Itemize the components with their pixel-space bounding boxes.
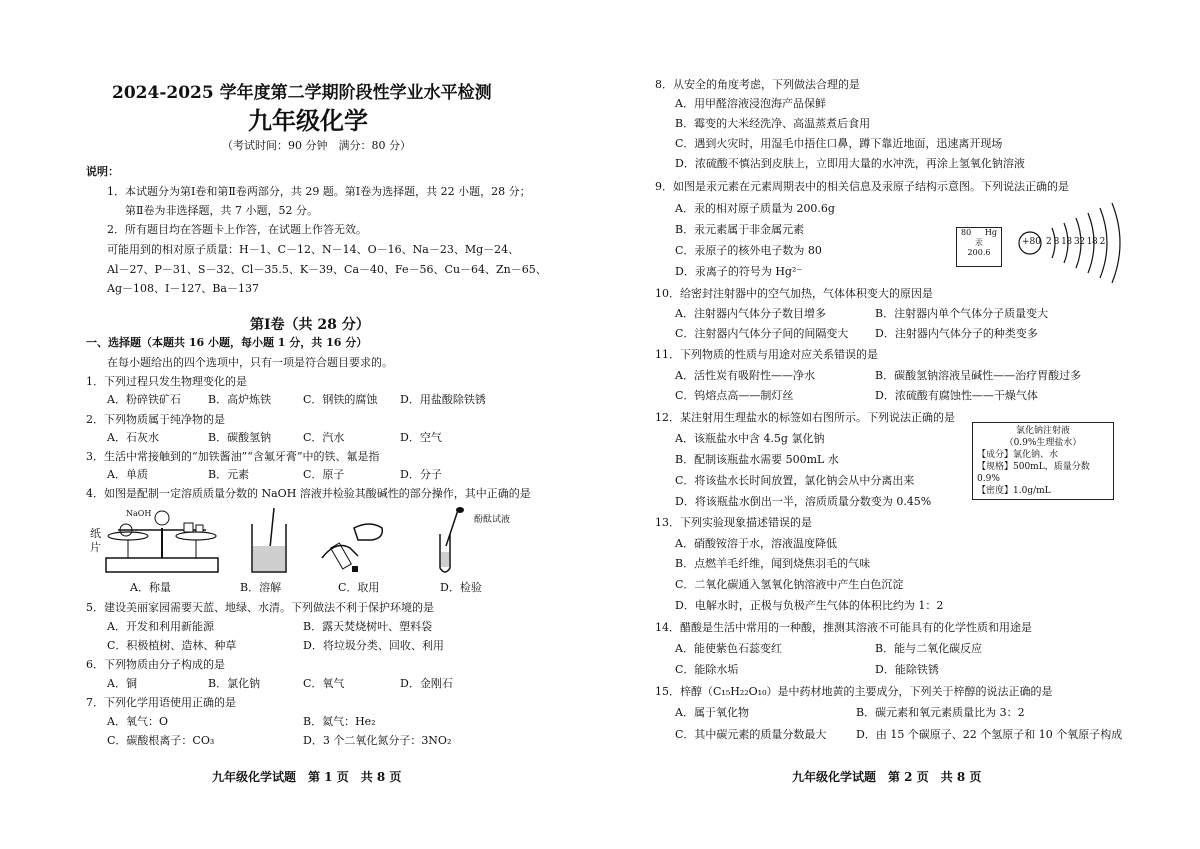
- note-line: 可能用到的相对原子质量：H－1、C－12、N－14、O－16、Na－23、Mg－24、: [107, 243, 520, 256]
- page-footer: 九年级化学试题 第 1 页 共 8 页: [212, 770, 402, 784]
- paper-label-2: 片: [90, 541, 101, 554]
- question-11-option-d: D．浓硫酸有腐蚀性——干燥气体: [875, 389, 1038, 402]
- question-13-stem: 13．下列实验现象描述错误的是: [655, 516, 812, 529]
- question-4-option-b: B．溶解: [240, 581, 282, 594]
- question-4-option-a: A．称量: [130, 581, 171, 594]
- question-3-option-b: B．元素: [208, 468, 250, 481]
- question-2-option-d: D．空气: [400, 431, 442, 444]
- question-9-option-b: B．汞元素属于非金属元素: [675, 223, 805, 236]
- question-9-option-d: D．汞离子的符号为 Hg²⁻: [675, 265, 803, 278]
- question-12-stem: 12．某注射用生理盐水的标签如右图所示。下列说法正确的是: [655, 411, 955, 424]
- question-8-option-c: C．遇到火灾时，用湿毛巾捂住口鼻，蹲下靠近地面，迅速离开现场: [675, 137, 1003, 150]
- beaker-stirring-figure: [244, 506, 294, 578]
- note-line: Al－27、P－31、S－32、Cl－35.5、K－39、Ca－40、Fe－56、Cu－64、Zn－65、: [107, 263, 547, 276]
- question-8-option-d: D．浓硫酸不慎沾到皮肤上，立即用大量的水冲洗，再涂上氢氧化钠溶液: [675, 157, 1025, 170]
- note-line: 第Ⅱ卷为非选择题，共 7 小题，52 分。: [125, 204, 318, 217]
- question-12-option-d: D．将该瓶盐水倒出一半，溶质质量分数变为 0.45%: [675, 495, 932, 508]
- note-line: Ag－108、I－127、Ba－137: [107, 282, 259, 295]
- note-line: 2．所有题目均在答题卡上作答，在试题上作答无效。: [107, 223, 367, 236]
- question-11-stem: 11．下列物质的性质与用途对应关系错误的是: [655, 348, 878, 361]
- question-3-stem: 3．生活中常接触到的“加铁酱油”“含氟牙膏”中的铁、氟是指: [86, 450, 380, 463]
- question-6-stem: 6．下列物质由分子构成的是: [86, 658, 225, 671]
- question-14-stem: 14．醋酸是生活中常用的一种酸，推测其溶液不可能具有的化学性质和用途是: [655, 621, 1032, 634]
- question-11-option-a: A．活性炭有吸附性——净水: [675, 369, 815, 382]
- question-1-option-a: A．粉碎铁矿石: [107, 393, 181, 406]
- question-8-option-a: A．用甲醛溶液浸泡海产品保鲜: [675, 97, 826, 110]
- question-15-option-b: B．碳元素和氧元素质量比为 3：2: [856, 706, 1025, 719]
- question-9-option-c: C．汞原子的核外电子数为 80: [675, 244, 822, 257]
- question-2-stem: 2．下列物质属于纯净物的是: [86, 413, 225, 426]
- question-12-option-a: A．该瓶盐水中含 4.5g 氯化钠: [675, 432, 825, 445]
- question-11-option-b: B．碳酸氢钠溶液呈碱性——治疗胃酸过多: [875, 369, 1082, 382]
- section-title: 第Ⅰ卷（共 28 分）: [250, 317, 370, 333]
- question-13-option-c: C．二氧化碳通入氢氧化钠溶液中产生白色沉淀: [675, 578, 904, 591]
- question-13-option-a: A．硝酸铵溶于水，溶液温度降低: [675, 537, 837, 550]
- question-14-option-c: C．能除水垢: [675, 663, 739, 676]
- question-10-option-b: B．注射器内单个气体分子质量变大: [875, 307, 1049, 320]
- question-7-option-d: D．3 个二氧化氮分子：3NO₂: [303, 734, 452, 747]
- note-line: 1．本试题分为第Ⅰ卷和第Ⅱ卷两部分，共 29 题。第Ⅰ卷为选择题，共 22 小题，28 分；: [107, 185, 531, 198]
- question-5-stem: 5．建设美丽家园需要天蓝、地绿、水清。下列做法不利于保护环境的是: [86, 601, 434, 614]
- question-7-option-b: B．氦气：He₂: [303, 715, 376, 728]
- question-9-stem: 9．如图是汞元素在元素周期表中的相关信息及汞原子结构示意图。下列说法正确的是: [655, 180, 1069, 193]
- exam-info: （考试时间：90 分钟 满分：80 分）: [222, 139, 411, 152]
- question-11-option-c: C．钨熔点高——制灯丝: [675, 389, 794, 402]
- question-1-option-c: C．钢铁的腐蚀: [303, 393, 378, 406]
- question-13-option-d: D．电解水时，正极与负极产生气体的体积比约为 1：2: [675, 599, 944, 612]
- indicator-label: 酚酞试液: [474, 515, 511, 525]
- question-5-option-a: A．开发和利用新能源: [107, 620, 214, 633]
- question-2-option-a: A．石灰水: [107, 431, 159, 444]
- question-12-option-c: C．将该盐水长时间放置，氯化钠会从中分离出来: [675, 474, 915, 487]
- question-1-option-d: D．用盐酸除铁锈: [400, 393, 486, 406]
- question-10-option-c: C．注射器内气体分子间的间隔变大: [675, 327, 849, 340]
- question-4-stem: 4．如图是配制一定溶质质量分数的 NaOH 溶液并检验其酸碱性的部分操作，其中正确的是: [86, 487, 531, 500]
- question-6-option-d: D．金刚石: [400, 677, 453, 690]
- nucleus-charge: +80: [1022, 237, 1041, 247]
- question-6-option-c: C．氧气: [303, 677, 345, 690]
- pouring-figure: [318, 510, 390, 576]
- question-8-option-b: B．霉变的大米经洗净、高温蒸煮后食用: [675, 117, 871, 130]
- part1-heading: 一、选择题（本题共 16 小题，每小题 1 分，共 16 分）: [86, 336, 368, 349]
- question-2-option-b: B．碳酸氢钠: [208, 431, 272, 444]
- exam-page-2: [600, 0, 1200, 849]
- exam-title: 2024-2025 学年度第二学期阶段性学业水平检测: [112, 83, 492, 103]
- question-10-option-a: A．注射器内气体分子数目增多: [675, 307, 826, 320]
- question-6-option-a: A．铜: [107, 677, 137, 690]
- question-7-option-a: A．氧气：O: [107, 715, 168, 728]
- page-footer: 九年级化学试题 第 2 页 共 8 页: [792, 770, 982, 784]
- question-3-option-c: C．原子: [303, 468, 345, 481]
- question-8-stem: 8．从安全的角度考虑，下列做法合理的是: [655, 78, 860, 91]
- question-10-stem: 10．给密封注射器中的空气加热，气体体积变大的原因是: [655, 287, 933, 300]
- question-3-option-d: D．分子: [400, 468, 442, 481]
- notes-heading: 说明：: [86, 165, 119, 178]
- question-2-option-c: C．汽水: [303, 431, 345, 444]
- naoh-label: NaOH: [126, 509, 152, 518]
- question-5-option-c: C．积极植树、造林、种草: [107, 639, 237, 652]
- atomic-mass: 200.6: [967, 248, 991, 257]
- paper-label: 纸: [90, 527, 101, 540]
- question-14-option-b: B．能与二氧化碳反应: [875, 642, 983, 655]
- question-9-option-a: A．汞的相对原子质量为 200.6g: [675, 202, 835, 215]
- question-14-option-a: A．能使紫色石蕊变红: [675, 642, 782, 655]
- question-5-option-b: B．露天焚烧树叶、塑料袋: [303, 620, 433, 633]
- saline-label: [972, 422, 1114, 500]
- question-15-stem: 15．梓醇（C₁₅H₂₂O₁₀）是中药材地黄的主要成分，下列关于梓醇的说法正确的是: [655, 685, 1053, 698]
- question-15-option-a: A．属于氧化物: [675, 706, 749, 719]
- saline-label-title: 氯化钠注射液: [1015, 426, 1070, 436]
- saline-label-density: 【密度】1.0g/mL: [977, 486, 1051, 496]
- question-15-option-c: C．其中碳元素的质量分数最大: [675, 728, 827, 741]
- question-15-option-d: D．由 15 个碳原子、22 个氢原子和 10 个氧原子构成: [856, 728, 1123, 741]
- electron-shells: 2 8 18 32 18 2: [1046, 237, 1105, 247]
- question-5-option-d: D．将垃圾分类、回收、利用: [303, 639, 444, 652]
- balance-scale-figure: [88, 506, 238, 578]
- element-symbol: Hg: [984, 228, 997, 237]
- question-7-option-c: C．碳酸根离子：CO₃: [107, 734, 215, 747]
- question-13-option-b: B．点燃羊毛纤维，闻到烧焦羽毛的气味: [675, 557, 871, 570]
- saline-label-ingredients: 【成分】氯化钠、水: [977, 450, 1059, 460]
- exam-subtitle: 九年级化学: [248, 106, 368, 135]
- atomic-number: 80: [961, 228, 972, 237]
- question-10-option-d: D．注射器内气体分子的种类变多: [875, 327, 1038, 340]
- question-1-stem: 1．下列过程只发生物理变化的是: [86, 375, 247, 388]
- question-4-option-c: C．取用: [338, 581, 380, 594]
- periodic-table-cell: [956, 227, 1002, 267]
- element-name: 汞: [975, 238, 983, 247]
- question-14-option-d: D．能除铁锈: [875, 663, 939, 676]
- question-4-option-d: D．检验: [440, 581, 482, 594]
- question-1-option-b: B．高炉炼铁: [208, 393, 272, 406]
- question-7-stem: 7．下列化学用语使用正确的是: [86, 696, 236, 709]
- saline-label-subtitle: （0.9%生理盐水）: [1004, 438, 1082, 448]
- part1-instruction: 在每小题给出的四个选项中，只有一项是符合题目要求的。: [107, 356, 393, 369]
- saline-label-spec: 【规格】500mL，质量分数 0.9%: [977, 462, 1090, 484]
- question-3-option-a: A．单质: [107, 468, 148, 481]
- question-6-option-b: B．氯化钠: [208, 677, 261, 690]
- question-12-option-b: B．配制该瓶盐水需要 500mL 水: [675, 453, 839, 466]
